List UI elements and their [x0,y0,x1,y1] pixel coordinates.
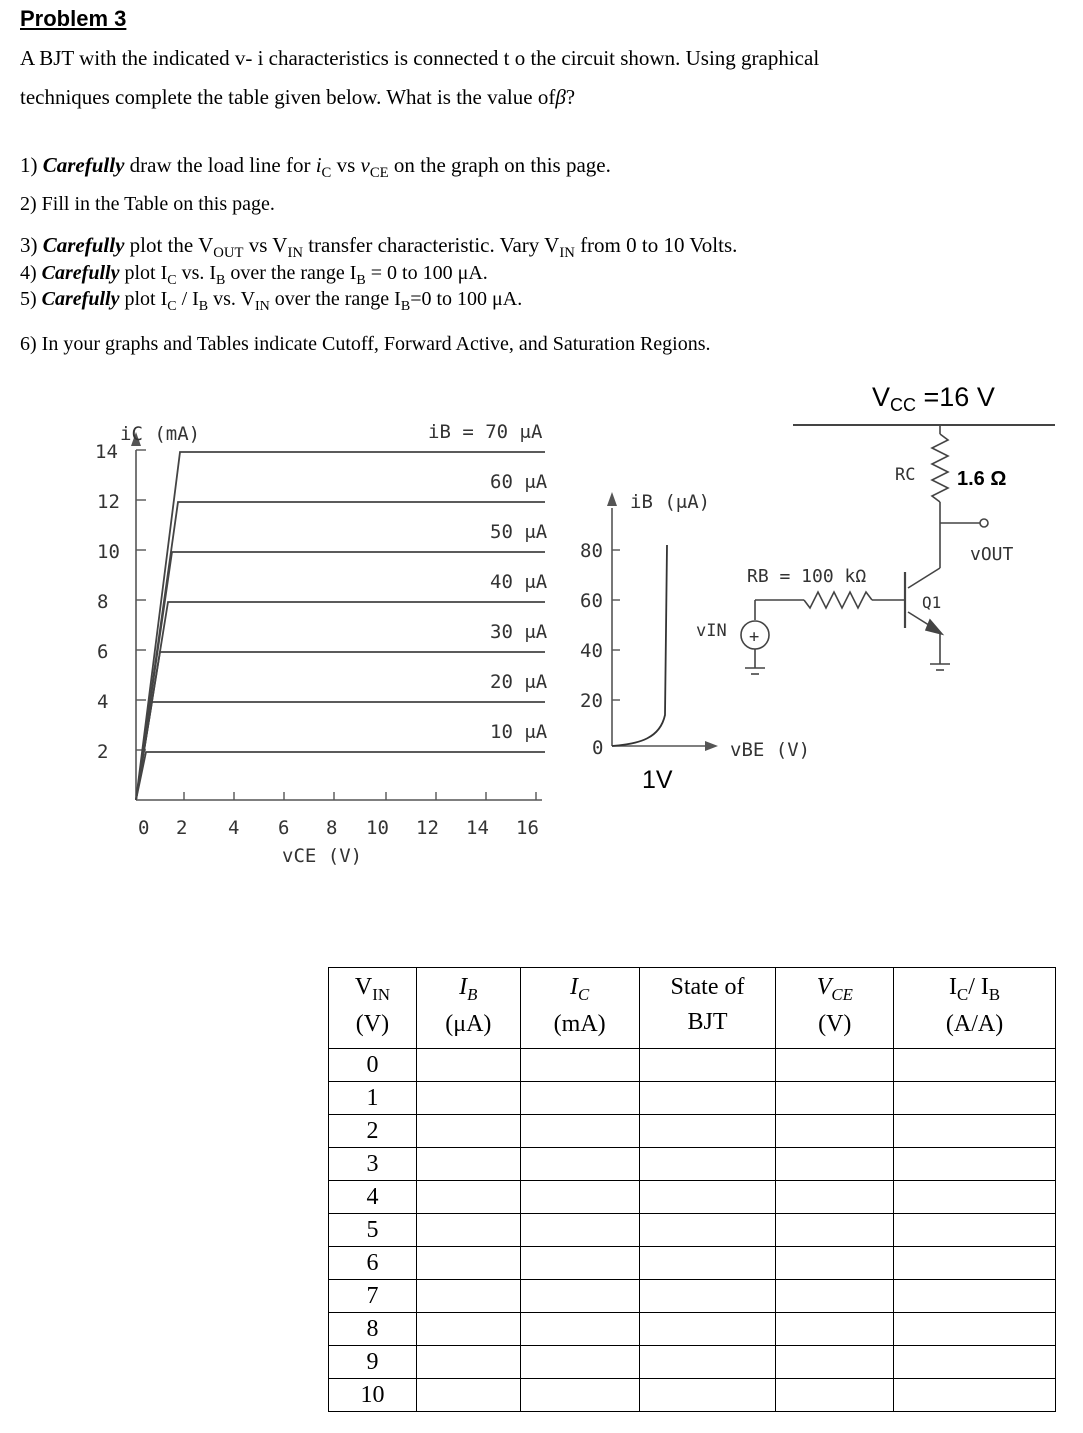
table-row [329,1082,1056,1115]
vce-cell[interactable] [776,1247,894,1280]
ic-ib-cell[interactable] [894,1346,1056,1379]
ic-cell[interactable] [520,1049,639,1082]
x-tick-label-12: 12 [416,817,439,839]
ib-cell[interactable] [416,1082,520,1115]
step-3-text-a: plot the V [124,233,214,257]
y-tick-label-14: 14 [95,441,118,463]
table-header-row [329,968,1056,1049]
state-cell[interactable] [639,1181,776,1214]
header-vce-sub: CE [831,984,853,1004]
step-3-number: 3) [20,233,43,257]
state-cell[interactable] [639,1280,776,1313]
header-vin-sub: IN [372,984,390,1004]
y-tick-label-6: 6 [97,641,109,663]
ic-cell[interactable] [520,1379,639,1412]
table-row [329,1214,1056,1247]
step-6: 6) In your graphs and Tables indicate Cutoff, Forward Active, and Saturation Regions. [20,333,711,355]
ic-cell[interactable] [520,1313,639,1346]
state-cell[interactable] [639,1313,776,1346]
step-1-ic: i [315,153,322,177]
curve-label-70: iB = 70 μA [428,421,543,443]
ic-cell[interactable] [520,1181,639,1214]
vin-cell: 7 [329,1280,417,1313]
step-3-sub-2: IN [287,245,303,262]
output-characteristic-chart [131,432,545,800]
step-3-text-b: vs V [243,233,288,257]
ic-ib-cell[interactable] [894,1115,1056,1148]
header-state-line1: State of [670,974,745,1000]
ib-tick-label-80: 80 [580,540,603,562]
header-ic-unit: (mA) [553,1011,606,1038]
vce-cell[interactable] [776,1379,894,1412]
vce-cell[interactable] [776,1049,894,1082]
step-1 [20,153,611,182]
vce-cell[interactable] [776,1148,894,1181]
table-row [329,1280,1056,1313]
ic-ib-cell[interactable] [894,1082,1056,1115]
step-1-ic-sub: C [321,165,332,182]
step-2: 2) Fill in the Table on this page. [20,193,275,215]
step-1-number: 1) [20,153,43,177]
step-3-text-d: from 0 to 10 Volts. [574,233,738,257]
ib-cell[interactable] [416,1115,520,1148]
ib-cell[interactable] [416,1049,520,1082]
ib-cell[interactable] [416,1148,520,1181]
ic-ib-cell[interactable] [894,1181,1056,1214]
curve-label-30: 30 μA [490,621,548,643]
header-ic-ib-sub2: B [988,984,1001,1004]
header-ib [416,968,520,1049]
ic-ib-cell[interactable] [894,1049,1056,1082]
curve-label-20: 20 μA [490,671,548,693]
ib-cell[interactable] [416,1346,520,1379]
ib-cell[interactable] [416,1214,520,1247]
curve-ib-70 [136,452,545,800]
step-5-sub-4: B [400,299,411,314]
step-5-text-c: vs. V [208,288,256,310]
y-tick-label-8: 8 [97,591,109,613]
intro-question-mark: ? [565,85,576,109]
state-cell[interactable] [639,1115,776,1148]
rc-label: RC [895,465,916,485]
y-tick-label-4: 4 [97,691,109,713]
vcc-symbol: V [872,382,891,412]
curve-label-50: 50 μA [490,521,548,543]
curve-ib-60 [136,502,545,800]
header-ic-ib-slash: / I [968,974,989,1000]
ic-cell[interactable] [520,1346,639,1379]
vcc-subscript: CC [890,395,917,415]
ic-ib-cell[interactable] [894,1280,1056,1313]
vbe-axis-label: vBE (V) [730,739,811,761]
step-4-number: 4) [20,262,42,284]
x-tick-label-4: 4 [228,817,240,839]
vin-cell: 1 [329,1082,417,1115]
vin-cell: 8 [329,1313,417,1346]
curve-ib-40 [136,602,545,800]
step-3-emphasis: Carefully [42,233,125,257]
step-5-sub-1: C [167,299,177,314]
step-5-sub-3: IN [255,299,270,314]
state-cell[interactable] [639,1148,776,1181]
ic-ib-cell[interactable] [894,1379,1056,1412]
table-row [329,1049,1056,1082]
table-row [329,1379,1056,1412]
header-ic-ib [894,968,1056,1049]
step-4-text-b: vs. I [176,262,217,284]
step-1-text-a: draw the load line for [124,153,316,177]
header-vce-unit: (V) [818,1011,852,1038]
ic-ib-cell[interactable] [894,1313,1056,1346]
ib-cell[interactable] [416,1181,520,1214]
curve-ib-50 [136,552,545,800]
ib-cell[interactable] [416,1280,520,1313]
curve-ib-30 [136,652,545,800]
rc-value: 1.6 Ω [957,468,1007,490]
ic-cell[interactable] [520,1214,639,1247]
state-cell[interactable] [639,1379,776,1412]
ib-tick-label-20: 20 [580,690,603,712]
ib-cell[interactable] [416,1379,520,1412]
vin-cell: 0 [329,1049,417,1082]
vcc-value: =16 V [916,382,995,412]
results-table [328,967,1056,1412]
header-vce [776,968,894,1049]
step-4-sub-1: C [167,273,177,288]
header-vin [329,968,417,1049]
header-ib-sub: B [467,984,478,1004]
state-cell[interactable] [639,1214,776,1247]
ib-cell[interactable] [416,1247,520,1280]
intro-line-2-text: techniques complete the table given below. What is the value of [20,85,556,109]
ib-tick-label-0: 0 [592,737,604,759]
ib-axis-label: iB (μA) [630,491,711,513]
state-cell[interactable] [639,1049,776,1082]
intro-line-1: A BJT with the indicated v- i characteristics is connected t o the circuit shown. Using graphical [20,46,820,70]
vce-cell[interactable] [776,1313,894,1346]
header-ib-unit: (μA) [445,1011,492,1038]
step-4-text-a: plot I [119,262,168,284]
ib-tick-label-60: 60 [580,590,603,612]
step-4 [20,262,488,289]
step-4-sub-2: B [216,273,226,288]
vout-label: vOUT [970,544,1014,565]
step-4-text-d: = 0 to 100 μA. [365,262,488,284]
ib-cell[interactable] [416,1313,520,1346]
x-tick-label-2: 2 [176,817,188,839]
y-tick-label-2: 2 [97,741,109,763]
x-tick-label-6: 6 [278,817,290,839]
step-4-text-c: over the range I [225,262,357,284]
step-3-sub-3: IN [559,245,575,262]
vin-cell: 9 [329,1346,417,1379]
step-5-text-d: over the range I [269,288,401,310]
ib-tick-label-40: 40 [580,640,603,662]
collector-lead [908,568,940,588]
curve-label-10: 10 μA [490,721,548,743]
step-3-text-c: transfer characteristic. Vary V [302,233,560,257]
x-tick-label-10: 10 [366,817,389,839]
step-5-number: 5) [20,288,42,310]
vce-cell[interactable] [776,1214,894,1247]
intro-line-2 [20,85,575,110]
step-5-text-a: plot I [119,288,168,310]
step-4-sub-3: B [356,273,366,288]
step-1-text-c: on the graph on this page. [388,153,611,177]
vce-cell[interactable] [776,1181,894,1214]
header-ic-sub: C [578,984,590,1004]
diode-curve [612,545,667,746]
curve-ib-10 [136,752,545,800]
vce-axis-label: vCE (V) [282,845,363,867]
x-tick-label-14: 14 [466,817,489,839]
step-1-emphasis: Carefully [42,153,125,177]
ic-cell[interactable] [520,1148,639,1181]
step-5-emphasis: Carefully [41,288,120,310]
table-row [329,1115,1056,1148]
header-ic-ib-sub: C [957,984,969,1004]
bjt-figure [0,370,1083,890]
state-cell[interactable] [639,1082,776,1115]
step-4-emphasis: Carefully [41,262,120,284]
step-1-vce: v [360,153,370,177]
header-state-line2: BJT [687,1008,728,1035]
step-5 [20,288,522,315]
y-tick-label-12: 12 [97,491,120,513]
rc-resistor-icon [932,434,948,502]
header-vin-unit: (V) [355,1011,390,1038]
beta-symbol: β [555,85,566,109]
vce-cell[interactable] [776,1346,894,1379]
table-row [329,1313,1056,1346]
step-3-sub-1: OUT [213,245,244,262]
table-row [329,1247,1056,1280]
state-cell[interactable] [639,1346,776,1379]
ic-ib-cell[interactable] [894,1214,1056,1247]
header-ic-ib-unit: (A/A) [945,1011,1004,1038]
header-ic [520,968,639,1049]
table-row [329,1346,1056,1379]
vin-cell: 4 [329,1181,417,1214]
header-ic-symbol: I [570,974,579,1000]
curve-ib-20 [136,702,545,800]
rb-label: RB = 100 kΩ [747,566,867,587]
vin-cell: 6 [329,1247,417,1280]
header-ic-ib-symbol: I [949,974,958,1000]
vcc-label [872,382,995,415]
curve-label-60: 60 μA [490,471,548,493]
vin-label: vIN [696,621,727,641]
table-row [329,1148,1056,1181]
ic-cell[interactable] [520,1247,639,1280]
ic-cell[interactable] [520,1082,639,1115]
step-1-text-b: vs [331,153,361,177]
step-5-text-b: / I [176,288,199,310]
ic-ib-cell[interactable] [894,1247,1056,1280]
vce-cell[interactable] [776,1115,894,1148]
ic-cell[interactable] [520,1115,639,1148]
header-ib-symbol: I [459,974,468,1000]
q1-label: Q1 [922,593,942,612]
step-3 [20,233,737,262]
one-volt-marker: 1V [642,766,673,794]
ic-cell[interactable] [520,1280,639,1313]
emitter-arrow-icon [926,620,942,634]
curve-label-40: 40 μA [490,571,548,593]
rb-resistor-icon [804,592,872,608]
vin-plus-sign: + [749,627,760,647]
vin-cell: 5 [329,1214,417,1247]
vout-terminal-icon [980,519,988,527]
vbe-axis-arrow-icon [705,741,718,751]
y-tick-label-10: 10 [97,541,120,563]
x-tick-label-8: 8 [326,817,338,839]
state-cell[interactable] [639,1247,776,1280]
step-5-sub-2: B [198,299,209,314]
ib-axis-arrow-icon [607,492,617,506]
step-1-vce-sub: CE [369,165,389,182]
step-5-text-e: =0 to 100 μA. [410,288,523,310]
vin-cell: 3 [329,1148,417,1181]
problem-title: Problem 3 [20,6,127,31]
x-tick-label-0: 0 [138,817,150,839]
table-row [329,1181,1056,1214]
vce-cell[interactable] [776,1082,894,1115]
ic-ib-cell[interactable] [894,1148,1056,1181]
ic-axis-label: iC (mA) [120,423,201,445]
header-vin-symbol: V [354,974,373,1000]
header-vce-symbol: V [816,974,832,1000]
vin-cell: 10 [329,1379,417,1412]
header-state [639,968,776,1049]
x-tick-label-16: 16 [516,817,539,839]
vce-cell[interactable] [776,1280,894,1313]
vin-cell: 2 [329,1115,417,1148]
